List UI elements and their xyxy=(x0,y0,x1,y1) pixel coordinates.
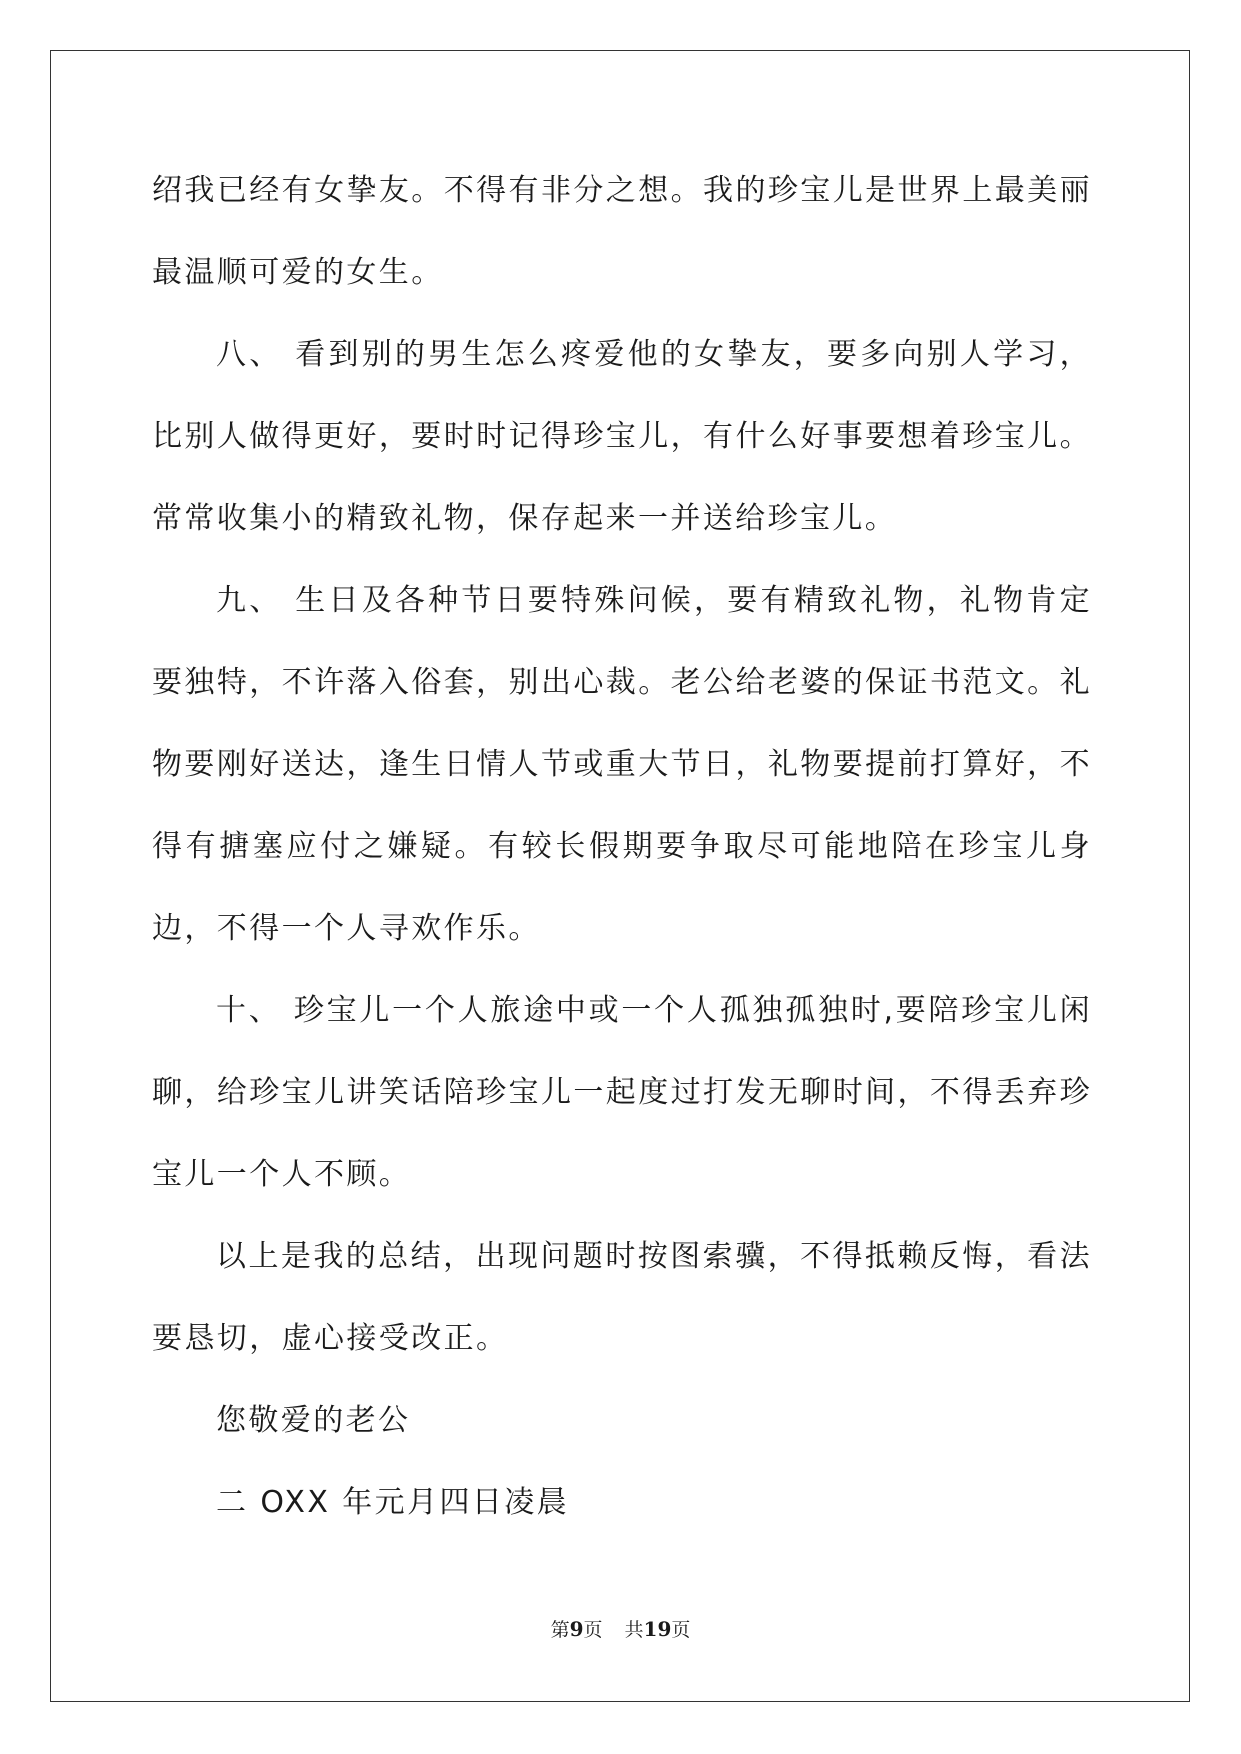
signature-date: 二 OXX 年元月四日凌晨 xyxy=(216,1485,570,1520)
footer-page-total: 19 xyxy=(643,1617,672,1641)
footer-page-unit: 页 xyxy=(583,1619,603,1641)
document-body xyxy=(152,150,1092,1544)
paragraph-item-nine: 九、 生日及各种节日要特殊问候，要有精致礼物，礼物肯定要独特，不许落入俗套，别出心裁。老公给老婆的保证书范文。礼物要刚好送达，逢生日情人节或重大节日，礼物要提前打算好，不得有搪塞应付之嫌疑。有较长假期要争取尽可能地陪在珍宝儿身边，不得一个人寻欢作乐。 xyxy=(152,583,1092,946)
page-footer xyxy=(0,1617,1241,1642)
paragraph-summary: 以上是我的总结，出现问题时按图索骥，不得抵赖反悔，看法要恳切，虚心接受改正。 xyxy=(152,1239,1092,1356)
footer-prefix: 第 xyxy=(550,1619,570,1641)
paragraph-item-ten: 十、 珍宝儿一个人旅途中或一个人孤独孤独时,要陪珍宝儿闲聊，给珍宝儿讲笑话陪珍宝儿一起度过打发无聊时间，不得丢弃珍宝儿一个人不顾。 xyxy=(152,993,1092,1192)
paragraph-item-eight: 八、 看到别的男生怎么疼爱他的女挚友，要多向别人学习，比别人做得更好，要时时记得珍宝儿，有什么好事要想着珍宝儿。常常收集小的精致礼物，保存起来一并送给珍宝儿。 xyxy=(152,337,1092,536)
footer-page-current: 9 xyxy=(569,1617,584,1641)
footer-total-prefix: 共 xyxy=(624,1619,644,1641)
footer-total-unit: 页 xyxy=(671,1619,691,1641)
signature-closing: 您敬爱的老公 xyxy=(216,1403,411,1438)
paragraph-continued: 绍我已经有女挚友。不得有非分之想。我的珍宝儿是世界上最美丽最温顺可爱的女生。 xyxy=(152,173,1092,290)
